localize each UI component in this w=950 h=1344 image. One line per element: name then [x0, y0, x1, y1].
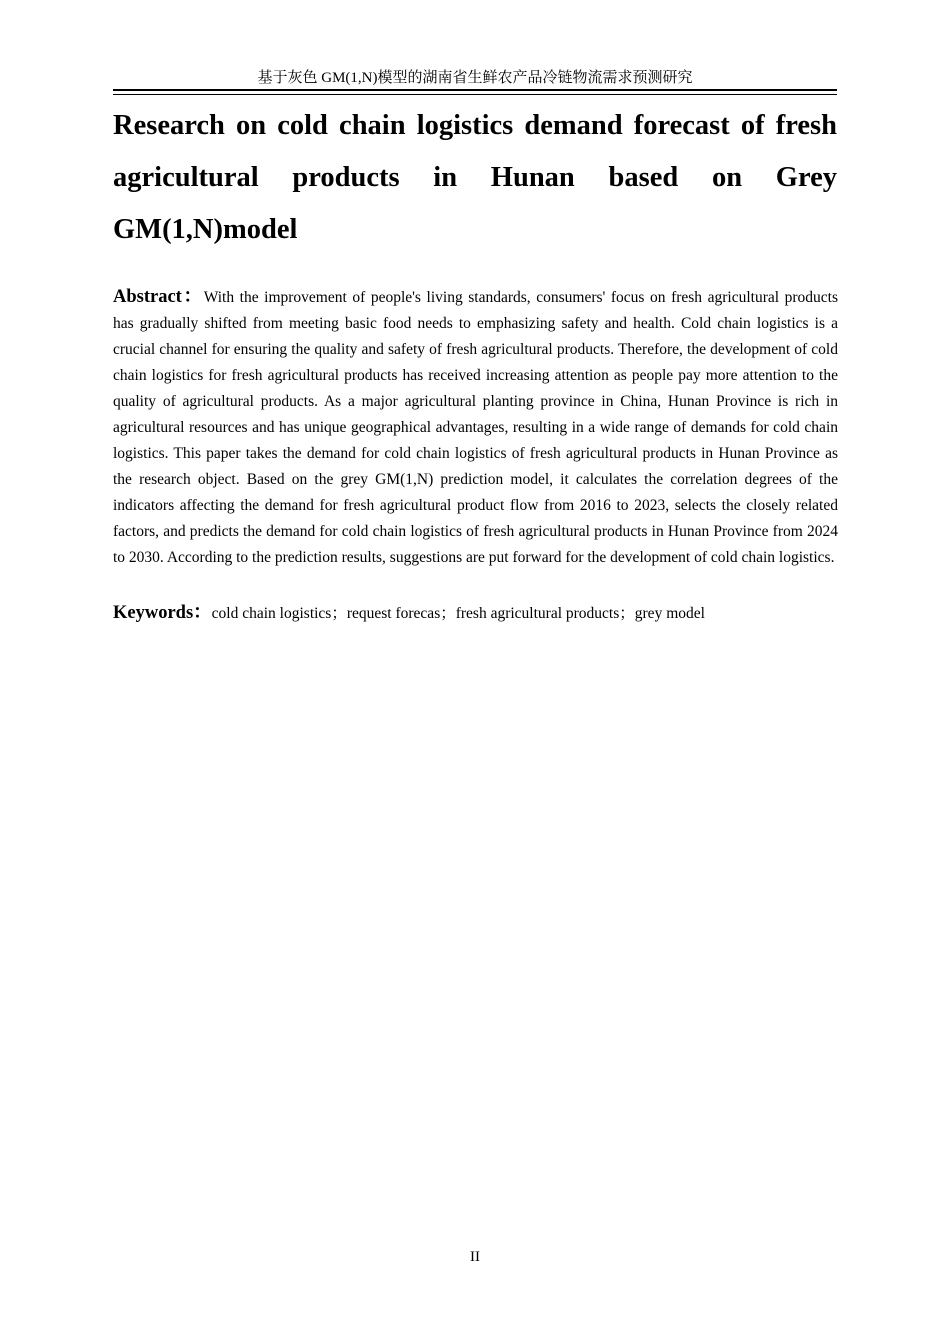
page-number: II — [470, 1249, 480, 1265]
paper-title: Research on cold chain logistics demand forecast of fresh agricultural products in Hunan based on Grey GM(1,N)model — [113, 110, 837, 245]
keywords-label: Keywords： — [113, 603, 212, 623]
keywords — [113, 600, 838, 627]
keywords-text: cold chain logistics；request forecas；fresh agricultural products；grey model — [211, 605, 705, 622]
abstract — [113, 284, 838, 571]
running-header: 基于灰色 GM(1,N)模型的湖南省生鲜农产品冷链物流需求预测研究 — [257, 70, 693, 86]
header-rule-thick — [113, 89, 837, 91]
abstract-label: Abstract： — [113, 287, 204, 307]
header-rule-thin — [113, 94, 837, 95]
abstract-text: With the improvement of people's living standards, consumers' focus on fresh agricultural products has gradually shifted from meeting basic food needs to emphasizing safety and health. Cold chain logistics is a crucial channel for ensuring the quality and safety of fresh agricultural products. Therefore, the development of cold chain logistics for fresh agricultural products has received increasing attention as people pay more attention to the quality of agricultural products. As a major agricultural planting province in China, Hunan Province is rich in agricultural resources and has unique geographical advantages, resulting in a wide range of demands for cold chain logistics. This paper takes the demand for cold chain logistics of fresh agricultural products in Hunan Province as the research object. Based on the grey GM(1,N) prediction model, it calculates the correlation degrees of the indicators affecting the demand for fresh agricultural product flow from 2016 to 2023, selects the closely related factors, and predicts the demand for cold chain logistics of fresh agricultural products in Hunan Province from 2024 to 2030. According to the prediction results, suggestions are put forward for the development of cold chain logistics. — [113, 289, 838, 566]
